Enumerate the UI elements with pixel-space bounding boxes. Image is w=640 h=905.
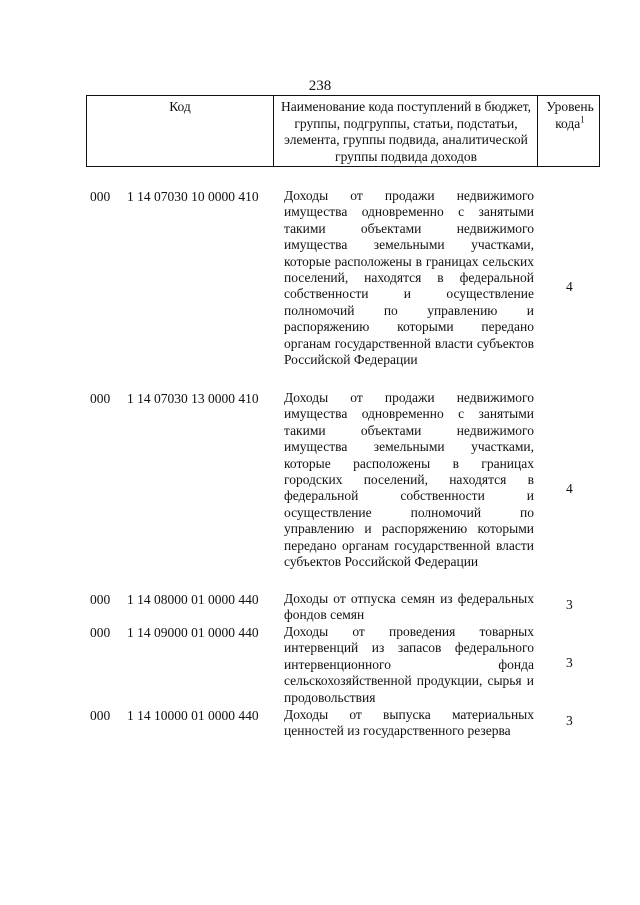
row-level: 4 <box>566 279 573 294</box>
header-level-label: Уровень кода <box>546 99 594 131</box>
row-level: 3 <box>566 597 573 612</box>
row-code: 1 14 09000 01 0000 440 <box>127 625 259 640</box>
page-number: 238 <box>308 78 332 94</box>
row-prefix: 000 <box>90 189 111 204</box>
column-divider <box>273 96 274 166</box>
row-name: Доходы от выпуска материальных ценностей из государственного резерва <box>284 707 534 739</box>
column-divider <box>537 96 538 166</box>
row-name: Доходы от продажи недвижимого имущества одновременно с занятыми такими объектами недвижимого имущества земельными участками, которые расположены в границах сельских поселений, находятся в федеральной собственности и осуществление полномочий по управлению и распоряжению которыми передано органам государственной власти субъектов Российской Федерации <box>284 188 534 368</box>
row-level: 3 <box>566 713 573 728</box>
header-level-footnote: 1 <box>580 114 585 124</box>
header-code: Код <box>169 99 191 114</box>
row-level: 3 <box>566 655 573 670</box>
row-prefix: 000 <box>90 625 111 640</box>
row-code: 1 14 07030 10 0000 410 <box>127 189 259 204</box>
row-prefix: 000 <box>90 391 111 406</box>
row-name: Доходы от продажи недвижимого имущества одновременно с занятыми такими объектами недвижимого имущества земельными участками, которые расположены в границах городских поселений, находятся в федеральной собственности и осуществление полномочий по управлению и распоряжению которыми передано органам государственной власти субъектов Российской Федерации <box>284 390 534 570</box>
row-name: Доходы от отпуска семян из федеральных фондов семян <box>284 591 534 623</box>
header-name: Наименование кода поступлений в бюджет, группы, подгруппы, статьи, подстатьи, элемента, группы подвида, аналитической группы подвида доходов <box>280 99 531 164</box>
row-prefix: 000 <box>90 708 111 723</box>
row-level: 4 <box>566 481 573 496</box>
row-name: Доходы от проведения товарных интервенций из запасов федерального интервенционного фонда сельскохозяйственной продукции, сырья и продовольствия <box>284 624 534 705</box>
row-code: 1 14 08000 01 0000 440 <box>127 592 259 607</box>
table-header <box>86 95 600 167</box>
row-code: 1 14 07030 13 0000 410 <box>127 391 259 406</box>
row-prefix: 000 <box>90 592 111 607</box>
header-level <box>539 99 601 132</box>
row-code: 1 14 10000 01 0000 440 <box>127 708 259 723</box>
